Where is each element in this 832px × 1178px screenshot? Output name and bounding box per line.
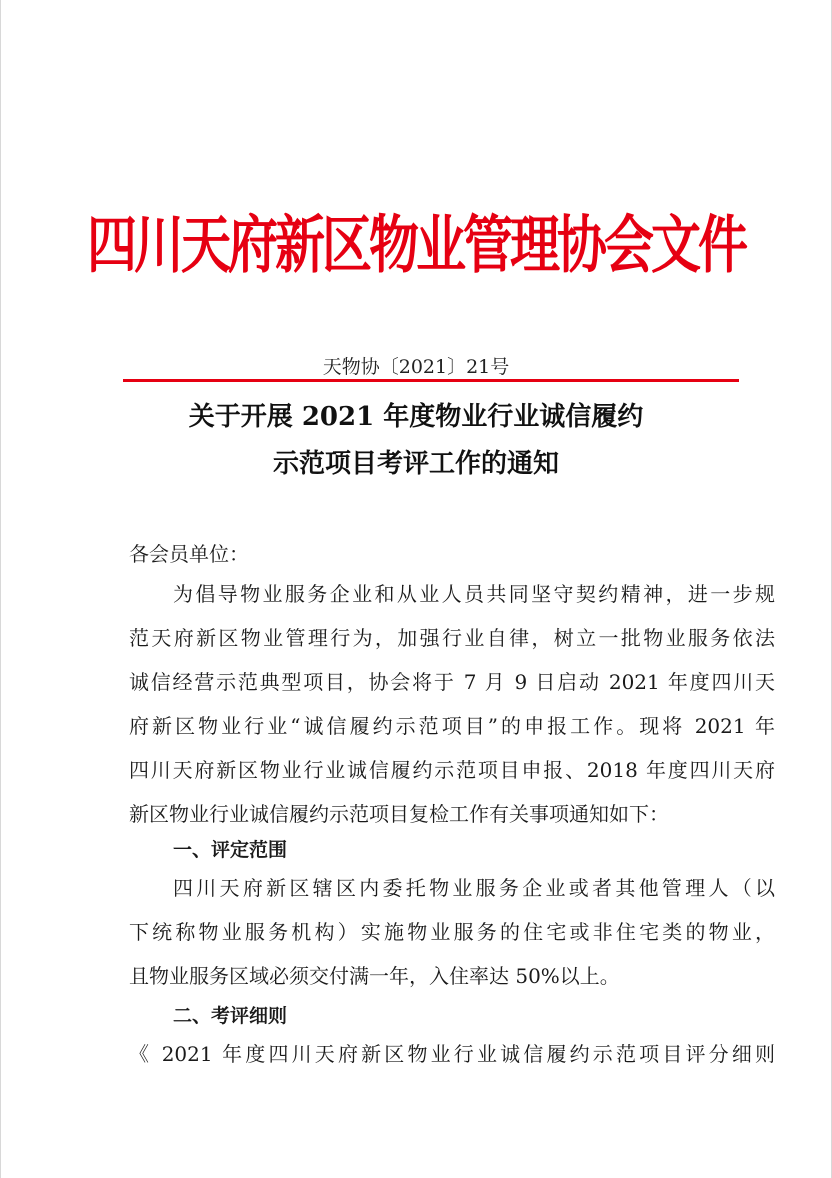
paragraph-line: 诚信经营示范典型项目，协会将于 7 月 9 日启动 2021 年度四川天 bbox=[129, 670, 775, 694]
section-heading-criteria: 二、考评细则 bbox=[173, 1005, 288, 1027]
red-divider-line bbox=[123, 379, 739, 382]
notice-title-line-1: 关于开展 2021 年度物业行业诚信履约 bbox=[188, 402, 644, 432]
paragraph-line: 四川天府新区物业行业诚信履约示范项目申报、2018 年度四川天府 bbox=[129, 758, 775, 782]
paragraph-line: 《 2021 年度四川天府新区物业行业诚信履约示范项目评分细则 bbox=[129, 1042, 775, 1066]
section-heading-scope: 一、评定范围 bbox=[173, 839, 288, 861]
paragraph-line: 府新区物业行业“诚信履约示范项目”的申报工作。现将 2021 年 bbox=[129, 714, 775, 738]
document-number: 天物协〔2021〕21号 bbox=[322, 356, 510, 378]
paragraph-line: 下统称物业服务机构）实施物业服务的住宅或非住宅类的物业， bbox=[129, 920, 775, 944]
paragraph-line: 四川天府新区辖区内委托物业服务企业或者其他管理人（以 bbox=[173, 876, 775, 900]
paragraph-line: 新区物业行业诚信履约示范项目复检工作有关事项通知如下： bbox=[129, 802, 669, 826]
paragraph-line: 且物业服务区域必须交付满一年，入住率达 50%以上。 bbox=[129, 964, 620, 988]
document-header-title: 四川天府新区物业管理协会文件 bbox=[87, 207, 745, 282]
paragraph-line: 为倡导物业服务企业和从业人员共同坚守契约精神，进一步规 bbox=[173, 582, 775, 606]
notice-title-line-2: 示范项目考评工作的通知 bbox=[272, 449, 559, 479]
salutation: 各会员单位： bbox=[129, 542, 249, 566]
paragraph-line: 范天府新区物业管理行为，加强行业自律，树立一批物业服务依法 bbox=[129, 626, 775, 650]
